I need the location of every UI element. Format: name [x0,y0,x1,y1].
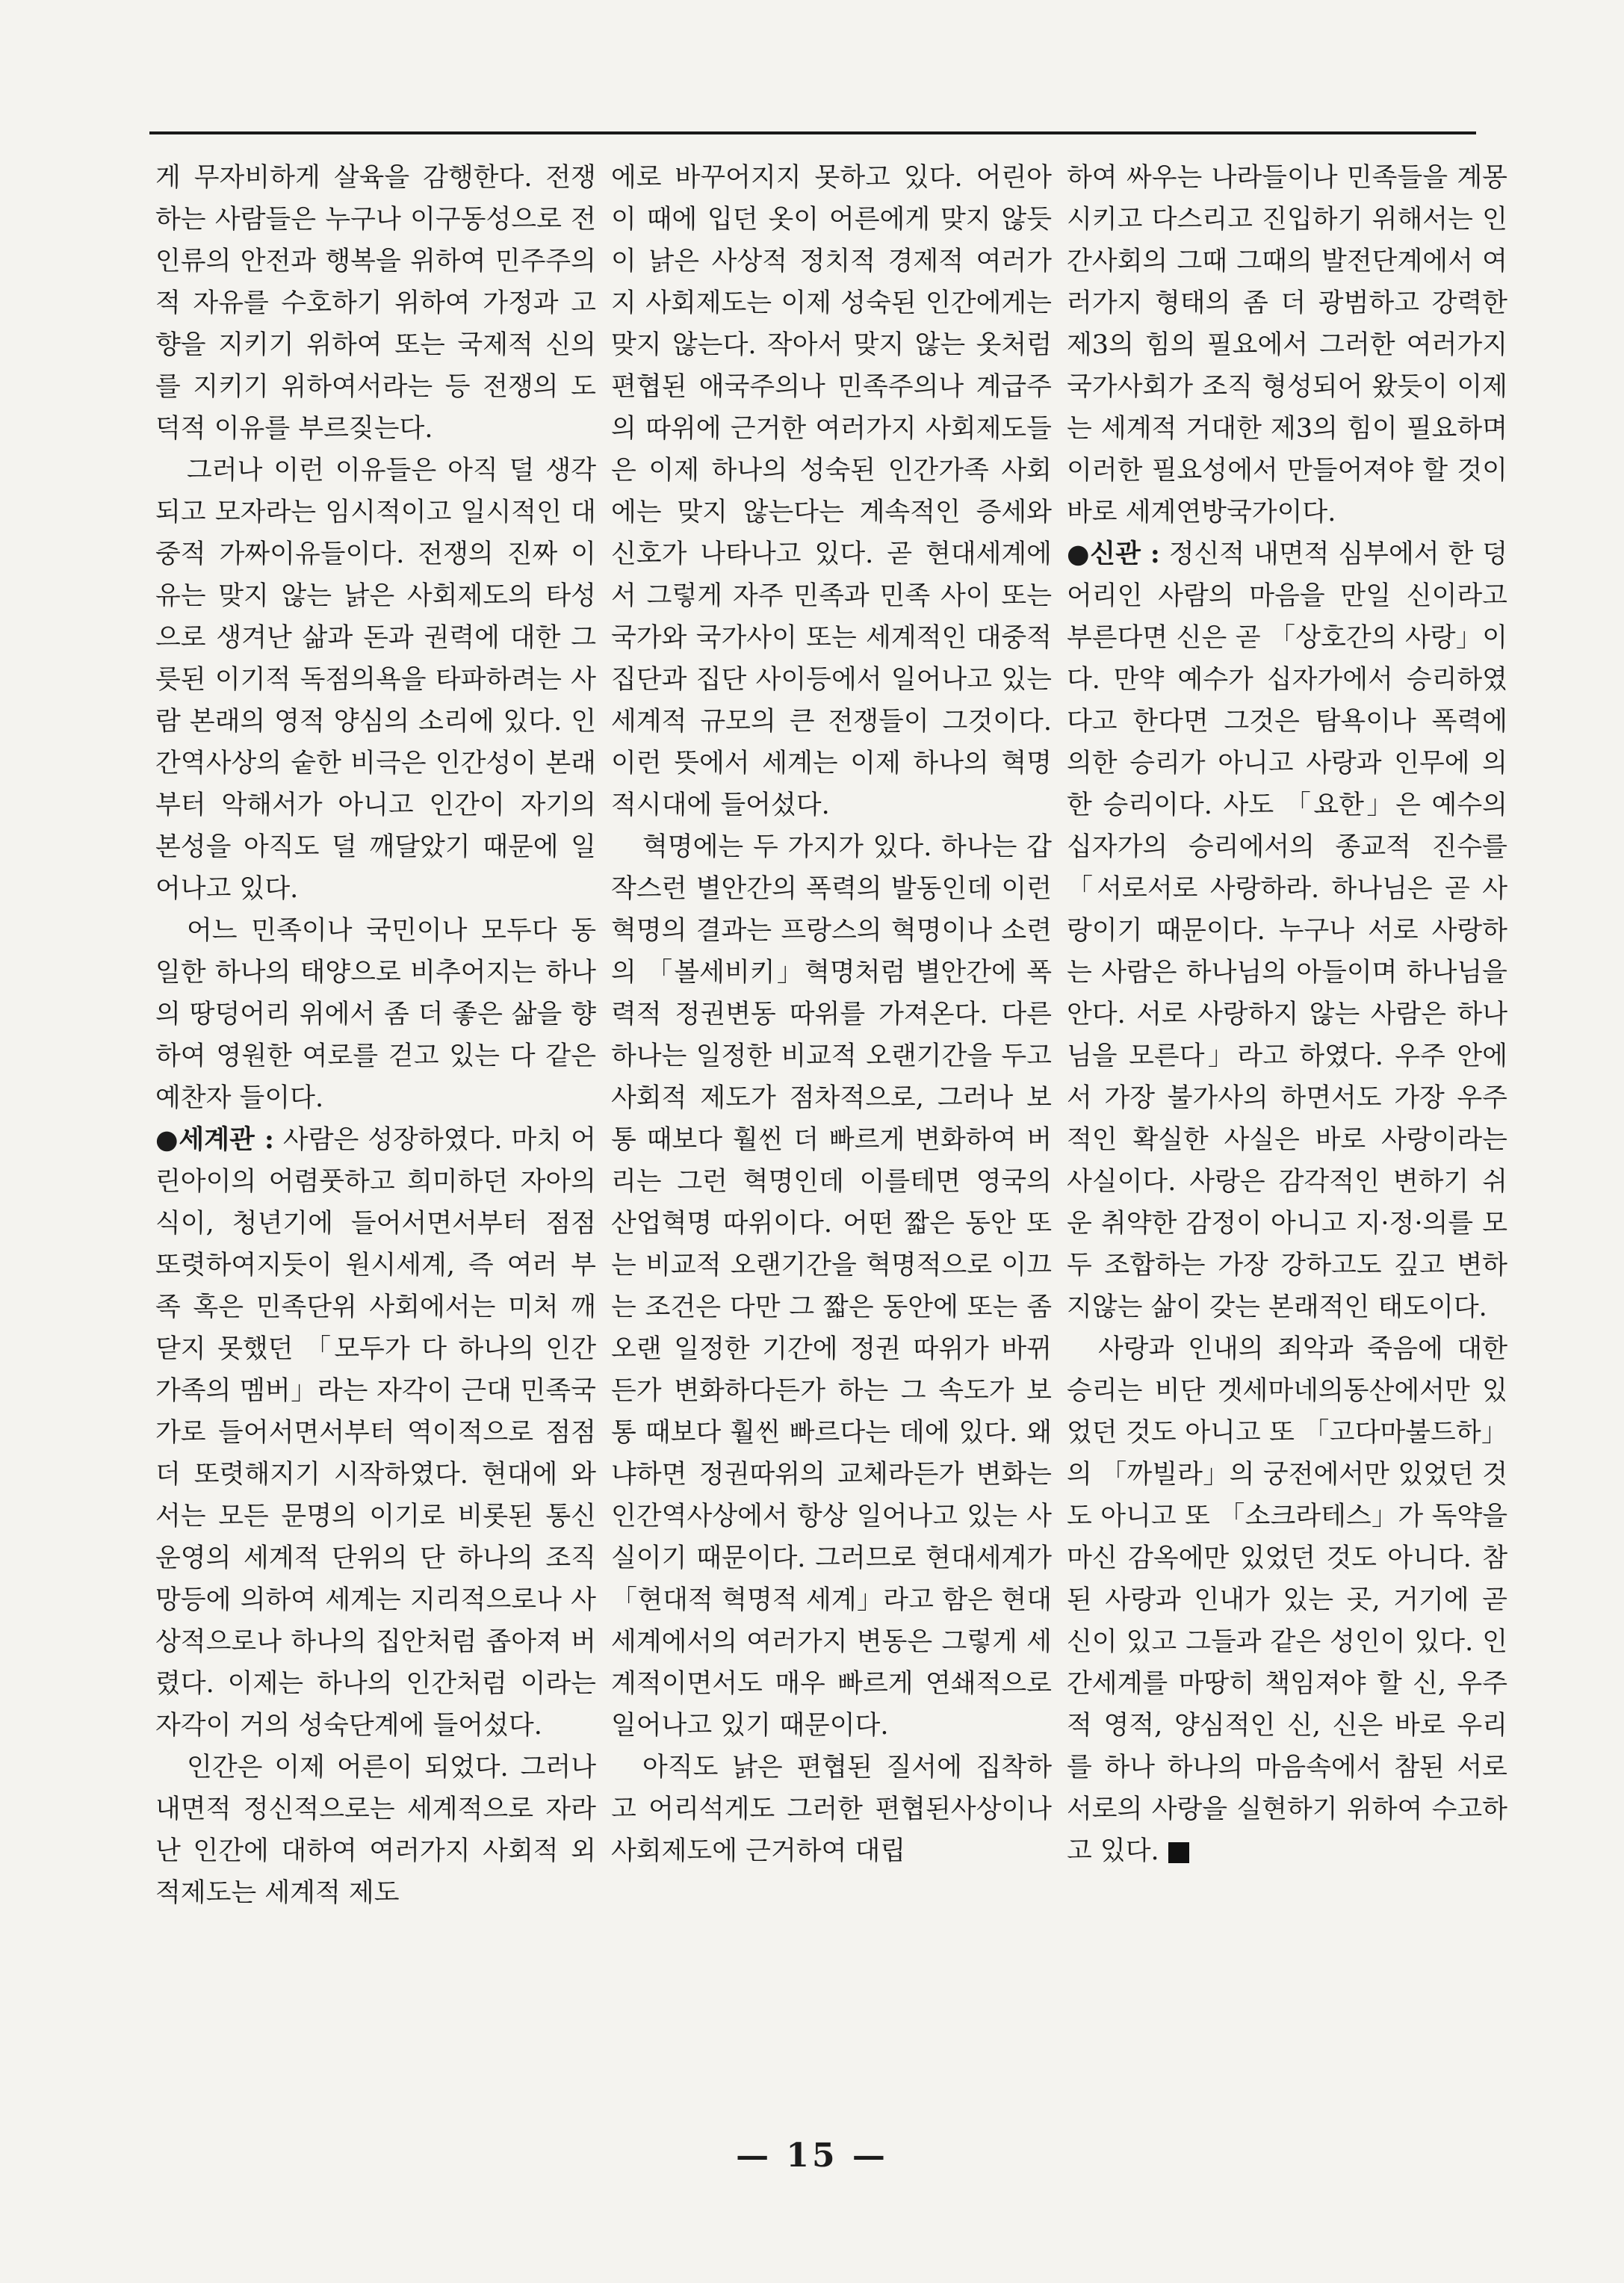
column-1 [155,157,596,1914]
paragraph: 아직도 낡은 편협된 질서에 집착하고 어리석게도 그러한 편협된사상이나 사회제도에 근거하여 대립 [611,1753,1052,1866]
section-label: ●신관 : [1067,539,1160,569]
paragraph: 하여 싸우는 나라들이나 민족들을 계몽시키고 다스리고 진입하기 위해서는 인간사회의 그때 그때의 발전단계에서 여러가지 형태의 좀 더 광범하고 강력한 제3의 힘의 필요에서 그러한 여러가지 국가사회가 조직 형성되어 왔듯이 이제는 세계적 거대한 제3의 힘이 필요하며 이러한 필요성에서 만들어져야 할 것이 바로 세계연방국가이다. [1067,163,1507,527]
end-mark-icon [1168,1842,1189,1863]
paragraph: 그러나 이런 이유들은 아직 덜 생각되고 모자라는 임시적이고 일시적인 대중적 가짜이유들이다. 전쟁의 진짜 이유는 맞지 않는 낡은 사회제도의 타성으로 생겨난 삶과 돈과 권력에 대한 그릇된 이기적 독점의욕을 타파하려는 사람 본래의 영적 양심의 소리에 있다. 인간역사상의 숱한 비극은 인간성이 본래부터 악해서가 아니고 인간이 자기의 본성을 아직도 덜 깨달았기 때문에 일어나고 있다. [155,456,596,904]
column-2 [611,157,1052,1872]
section-view-of-god [1067,533,1507,1328]
paragraph: 에로 바꾸어지지 못하고 있다. 어린아이 때에 입던 옷이 어른에게 맞지 않듯이 낡은 사상적 정치적 경제적 여러가지 사회제도는 이제 성숙된 인간에게는 맞지 않는다. 작아서 맞지 않는 옷처럼 편협된 애국주의나 민족주의나 계급주의 따위에 근거한 여러가지 사회제도들은 이제 하나의 성숙된 인간가족 사회에는 맞지 않는다는 계속적인 증세와 신호가 나타나고 있다. 곧 현대세계에서 그렇게 자주 민족과 민족 사이 또는 국가와 국가사이 또는 세계적인 대중적 집단과 집단 사이등에서 일어나고 있는 세계적 규모의 큰 전쟁들이 그것이다. 이런 뜻에서 세계는 이제 하나의 혁명적시대에 들어섰다. [611,163,1052,820]
paragraph: 혁명에는 두 가지가 있다. 하나는 갑작스런 별안간의 폭력의 발동인데 이런 혁명의 결과는 프랑스의 혁명이나 소련의 「볼세비키」혁명처럼 별안간에 폭력적 정권변동 따위를 가져온다. 다른 하나는 일정한 비교적 오랜기간을 두고 사회적 제도가 점차적으로, 그러나 보통 때보다 훨씬 더 빠르게 변화하여 버리는 그런 혁명인데 이를테면 영국의 산업혁명 따위이다. 어떤 짧은 동안 또는 비교적 오랜기간을 혁명적으로 이끄는 조건은 다만 그 짧은 동안에 또는 좀 오랜 일정한 기간에 정권 따위가 바뀌든가 변화하다든가 하는 그 속도가 보통 때보다 훨씬 빠르다는 데에 있다. 왜냐하면 정권따위의 교체라든가 변화는 인간역사상에서 항상 일어나고 있는 사실이기 때문이다. 그러므로 현대세계가 「현대적 혁명적 세계」라고 함은 현대 세계에서의 여러가지 변동은 그렇게 세계적이면서도 매우 빠르게 연쇄적으로 일어나고 있기 때문이다. [611,832,1052,1741]
section-label: ●세계관 : [155,1124,274,1155]
paragraph: 인간은 이제 어른이 되었다. 그러나 내면적 정신적으로는 세계적으로 자라난 인간에 대하여 여러가지 사회적 외적제도는 세계적 제도 [155,1753,596,1908]
section-text: 정신적 내면적 심부에서 한 덩어리인 사람의 마음을 만일 신이라고 부른다면 신은 곧 「상호간의 사랑」이다. 만약 예수가 십자가에서 승리하였다고 한다면 그것은 탐욕이나 폭력에 의한 승리가 아니고 사랑과 인무에 의한 승리이다. 사도 「요한」은 예수의 십자가의 승리에서의 종교적 진수를 「서로서로 사랑하라. 하나님은 곧 사랑이기 때문이다. 누구나 서로 사랑하는 사람은 하나님의 아들이며 하나님을 안다. 서로 사랑하지 않는 사람은 하나님을 모른다」라고 하였다. 우주 안에서 가장 불가사의 하면서도 가장 우주적인 확실한 사실은 바로 사랑이라는 사실이다. 사랑은 감각적인 변하기 쉬운 취약한 감정이 아니고 지·정·의를 모두 조합하는 가장 강하고도 깊고 변하지않는 삶이 갖는 본래적인 태도이다. [1067,539,1508,1322]
paragraph: 어느 민족이나 국민이나 모두다 동일한 하나의 태양으로 비추어지는 하나의 땅덩어리 위에서 좀 더 좋은 삶을 향하여 영원한 여로를 걷고 있는 다 같은 예찬자 들이다. [155,916,596,1113]
section-text: 사람은 성장하였다. 마치 어린아이의 어렴풋하고 희미하던 자아의식이, 청년기에 들어서면서부터 점점 또렷하여지듯이 원시세계, 즉 여러 부족 혹은 민족단위 사회에서는 미처 깨닫지 못했던 「모두가 다 하나의 인간가족의 멤버」라는 자각이 근대 민족국가로 들어서면서부터 역이적으로 점점 더 또렷해지기 시작하였다. 현대에 와서는 모든 문명의 이기로 비롯된 통신운영의 세계적 단위의 단 하나의 조직망등에 의하여 세계는 지리적으로나 사상적으로나 하나의 집안처럼 좁아져 버렸다. 이제는 하나의 인간처럼 이라는 자각이 거의 성숙단계에 들어섰다. [155,1125,597,1741]
section-worldview [155,1119,596,1747]
page-number: — 15 — [736,2137,888,2175]
paragraph [1067,1328,1507,1872]
paragraph: 게 무자비하게 살육을 감행한다. 전쟁하는 사람들은 누구나 이구동성으로 전 인류의 안전과 행복을 위하여 민주주의적 자유를 수호하기 위하여 가정과 고향을 지키기 위하여 또는 국제적 신의를 지키기 위하여서라는 등 전쟁의 도덕적 이유를 부르짖는다. [155,163,596,444]
column-3 [1067,157,1507,1872]
paragraph-text: 사랑과 인내의 죄악과 죽음에 대한 승리는 비단 겟세마네의동산에서만 있었던 것도 아니고 또 「고다마불드하」의 「까빌라」의 궁전에서만 있었던 것도 아니고 또 「소크라테스」가 독약을 마신 감옥에만 있었던 것도 아니다. 참된 사랑과 인내가 있는 곳, 거기에 곧 신이 있고 그들과 같은 성인이 있다. 인간세계를 마땅히 책임져야 할 신, 우주적 영적, 양심적인 신, 신은 바로 우리를 하나 하나의 마음속에서 참된 서로서로의 사랑을 실현하기 위하여 수고하고 있다. [1067,1334,1507,1866]
top-rule [149,131,1476,134]
